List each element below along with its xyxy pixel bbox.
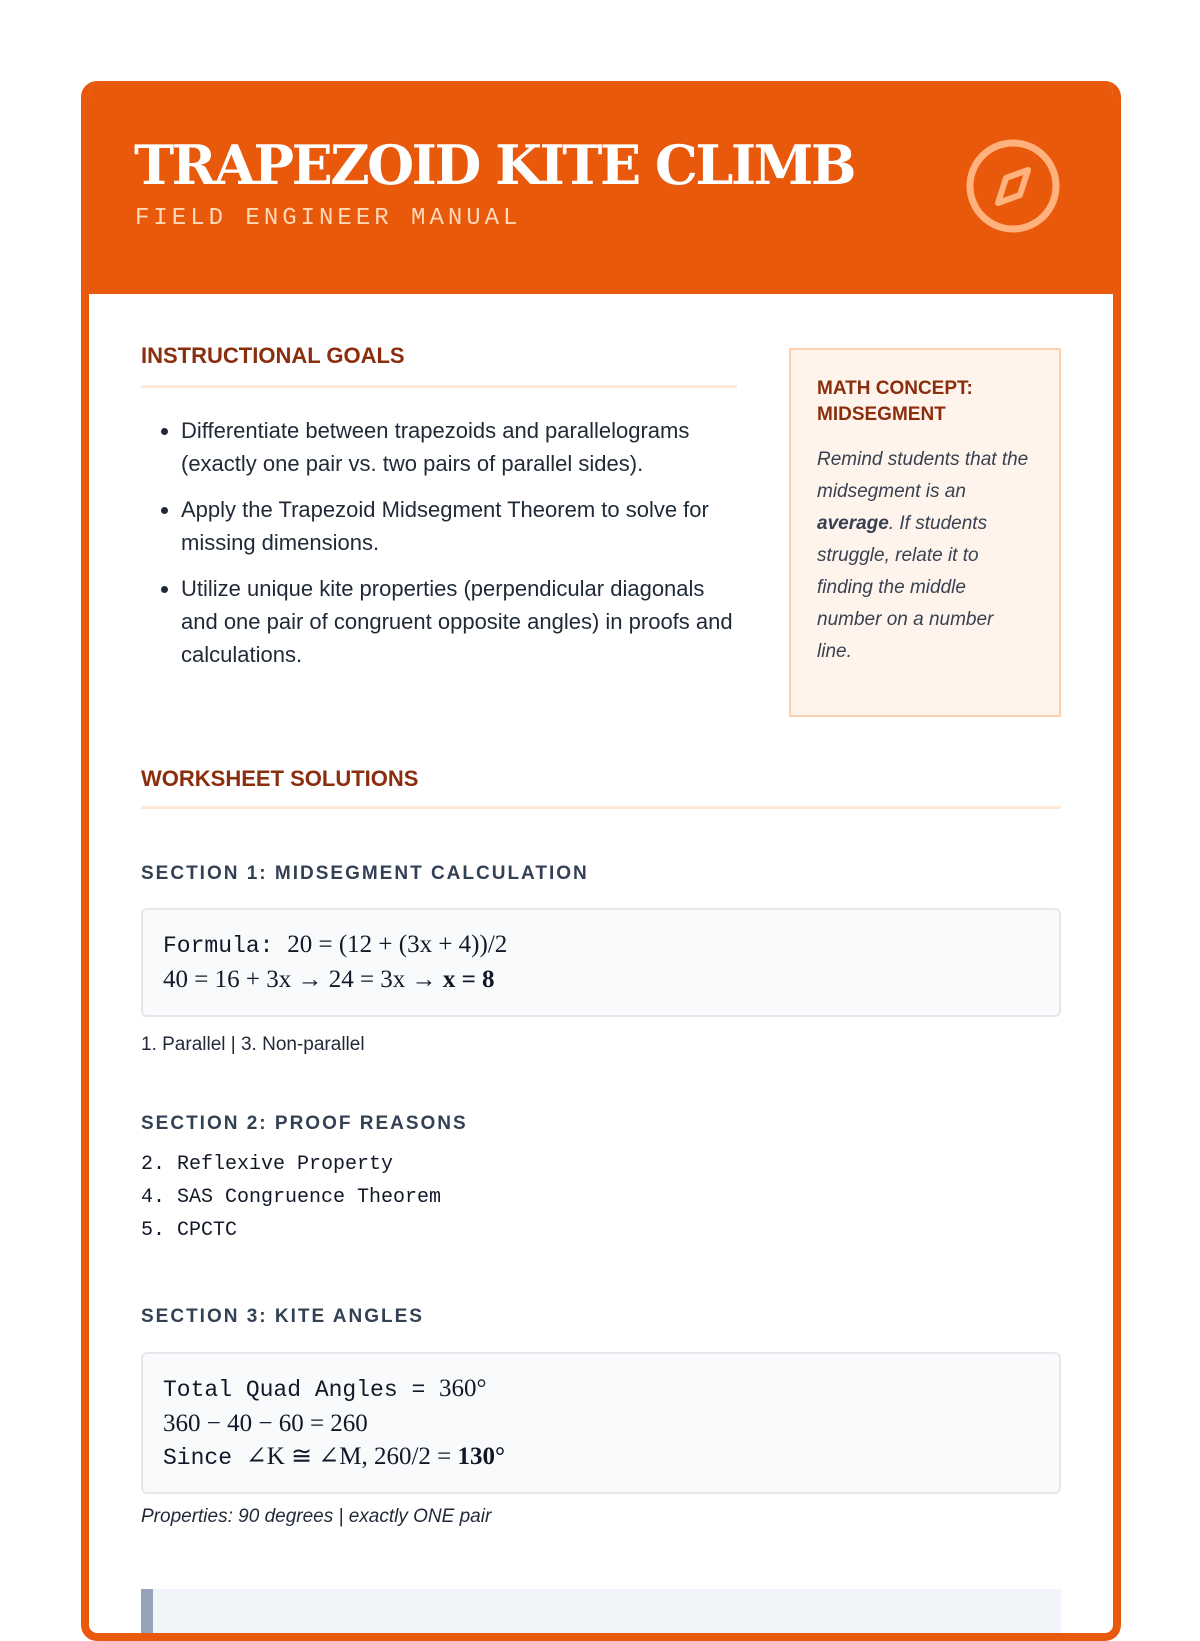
- note-title: MATH CONCEPT: MIDSEGMENT: [817, 378, 973, 425]
- angles-label: Total Quad Angles =: [163, 1377, 440, 1403]
- note-text: . If students struggle, relate it to finding the middle number on a number line.: [817, 513, 994, 662]
- solutions-divider: [141, 806, 1061, 809]
- list-item: 5. CPCTC: [141, 1219, 238, 1242]
- step-expression: 40 = 16 + 3x → 24 = 3x →: [163, 966, 443, 993]
- section3-heading: SECTION 3: KITE ANGLES: [141, 1306, 424, 1327]
- section1-caption: 1. Parallel | 3. Non-parallel: [141, 1034, 365, 1055]
- list-item: 4. SAS Congruence Theorem: [141, 1186, 442, 1209]
- section2-heading: SECTION 2: PROOF REASONS: [141, 1113, 468, 1134]
- list-item: • Apply the Trapezoid Midsegment Theorem to solve for missing dimensions.: [181, 493, 741, 559]
- list-item: • Utilize unique kite properties (perpendicular diagonals and one pair of congruent opposite angles) in proofs and calculations.: [181, 572, 741, 671]
- math-concept-note: [789, 348, 1061, 717]
- note-emphasis: average: [817, 513, 889, 534]
- note-body: [817, 444, 1033, 668]
- callout-block: [141, 1589, 1061, 1641]
- goals-divider: [141, 385, 737, 388]
- angle-answer: 130°: [457, 1443, 505, 1470]
- formula-expression: 20 = (12 + (3x + 4))/2: [287, 931, 508, 958]
- since-expression: ∠K ≅ ∠M, 260/2 =: [245, 1443, 458, 1470]
- manual-card: [81, 81, 1121, 1641]
- angles-total: 360°: [439, 1375, 487, 1402]
- list-item: 2. Reflexive Property: [141, 1153, 394, 1176]
- angles-line-1: [163, 1372, 1039, 1407]
- section1-heading: SECTION 1: MIDSEGMENT CALCULATION: [141, 863, 589, 884]
- midsegment-math-box: [141, 908, 1061, 1017]
- angles-line-2: 360 − 40 − 60 = 260: [163, 1410, 368, 1437]
- list-item: • Differentiate between trapezoids and parallelograms (exactly one pair vs. two pairs of parallel sides).: [181, 414, 741, 480]
- step-line: [163, 963, 1039, 996]
- note-text: Remind students that the midsegment is an: [817, 449, 1029, 502]
- since-label: Since: [163, 1445, 246, 1471]
- answer-value: x = 8: [442, 966, 495, 993]
- proof-reasons-list: [141, 1148, 441, 1247]
- page-subtitle: FIELD ENGINEER MANUAL: [135, 205, 522, 232]
- formula-label: Formula:: [163, 933, 288, 959]
- formula-line: [163, 928, 1039, 963]
- goals-heading: INSTRUCTIONAL GOALS: [141, 343, 405, 368]
- page-title: TRAPEZOID KITE CLIMB: [134, 133, 855, 197]
- header-banner: [81, 81, 1121, 294]
- kite-angles-math-box: [141, 1352, 1061, 1494]
- compass-icon: [964, 137, 1062, 235]
- goals-list: [141, 414, 741, 684]
- angles-line-3: [163, 1440, 1039, 1475]
- solutions-heading: WORKSHEET SOLUTIONS: [141, 766, 419, 791]
- section3-caption: Properties: 90 degrees | exactly ONE pair: [141, 1506, 492, 1527]
